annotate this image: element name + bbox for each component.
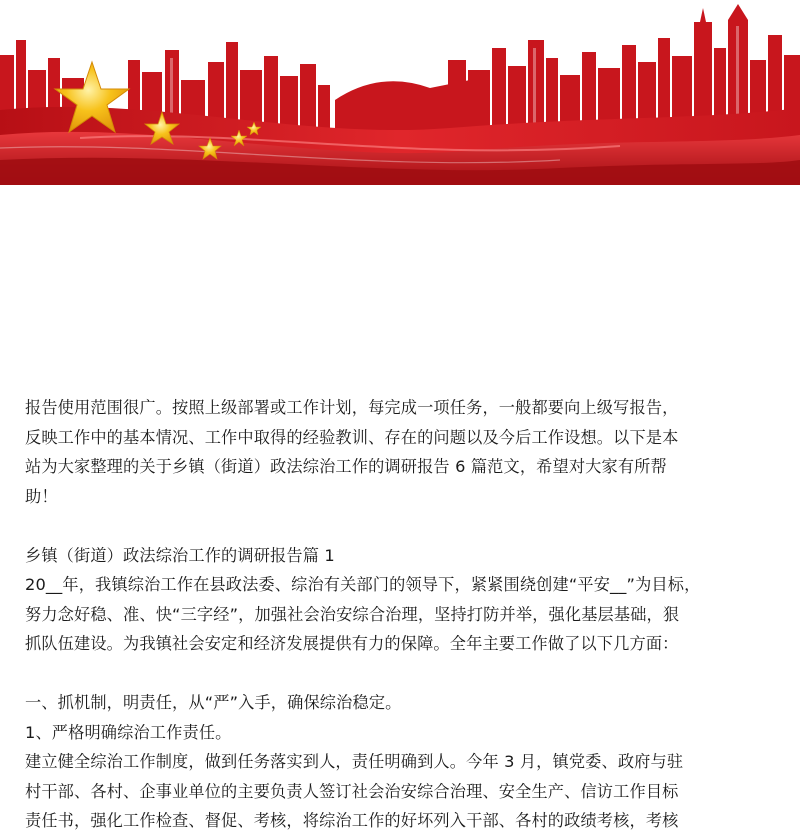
paragraph-line: 抓队伍建设。为我镇社会安定和经济发展提供有力的保障。全年主要工作做了以下几方面： (25, 634, 679, 653)
blank-line (25, 659, 785, 689)
list-item-heading: 1、严格明确综治工作责任。 (25, 722, 232, 742)
paragraph-line: 努力念好稳、准、快“三字经”，加强社会治安综合治理，坚持打防并举，强化基层基础，狠 (25, 604, 680, 624)
paragraph-line: 20__年，我镇综治工作在县政法委、综治有关部门的领导下，紧紧围绕创建“平安__”为目标， (25, 575, 701, 594)
paragraph-line: 助！ (25, 486, 58, 506)
paragraph-line: 反映工作中的基本情况、工作中取得的经验教训、存在的问题以及今后工作设想。以下是本 (25, 427, 679, 447)
paragraph-line: 站为大家整理的关于乡镇（街道）政法综治工作的调研报告 6 篇范文，希望对大家有所帮 (25, 457, 667, 476)
blank-line (25, 511, 785, 541)
paragraph-line: 建立健全综治工作制度，做到任务落实到人，责任明确到人。今年 3 月，镇党委、政府与驻 (25, 752, 684, 771)
paragraph-line: 责任书，强化工作检查、督促、考核，将综治工作的好坏列入干部、各村的政绩考核，考核 (25, 811, 679, 830)
document-body (25, 393, 785, 836)
paragraph-line: 报告使用范围很广。按照上级部署或工作计划，每完成一项任务，一般都要向上级写报告， (25, 398, 679, 417)
subsection-heading: 一、抓机制，明责任，从“严”入手，确保综治稳定。 (25, 693, 402, 712)
city-skyline-banner (0, 0, 800, 185)
header-banner (0, 0, 800, 185)
paragraph-line: 村干部、各村、企事业单位的主要负责人签订社会治安综合治理、安全生产、信访工作目标 (25, 781, 679, 801)
section-heading: 乡镇（街道）政法综治工作的调研报告篇 1 (25, 545, 335, 565)
